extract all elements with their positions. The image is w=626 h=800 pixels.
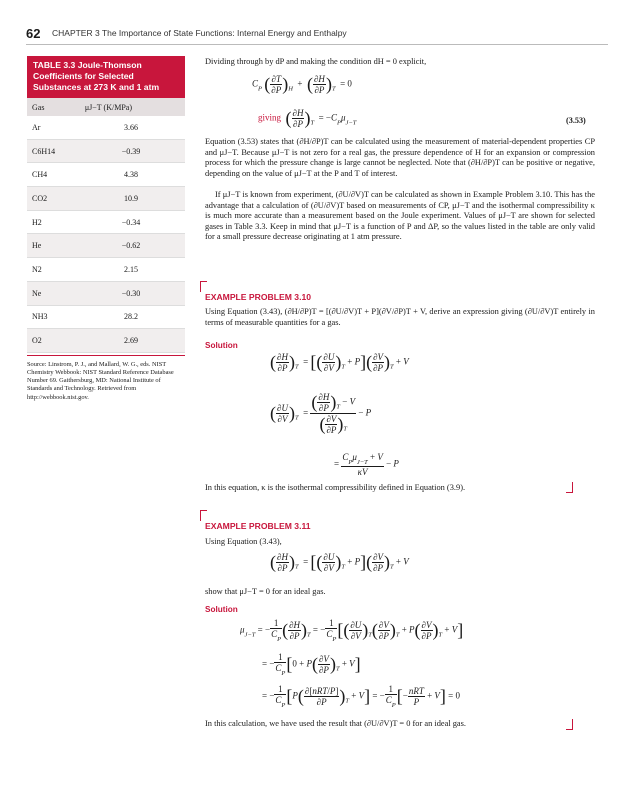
equation-3-53: giving ( $\frac{\partial H}{\partial P}$ )$_T = -C_P\mu_{J-T}$ [258, 108, 357, 129]
example-corner-mark-2 [200, 510, 207, 521]
value-cell: −0.34 [121, 217, 141, 227]
value-cell: 10.9 [124, 193, 138, 203]
value-cell: 3.66 [124, 122, 138, 132]
table-row [27, 187, 185, 211]
solution-label-2: Solution [205, 605, 238, 614]
table-title: TABLE 3.3 Joule-Thomson Coefficients for Selected Substances at 273 K and 1 atm [27, 56, 185, 98]
table-row [27, 282, 185, 306]
intro-text: Dividing through by dP and making the condition dH = 0 explicit, [205, 57, 427, 66]
table-header-row [27, 98, 185, 116]
col-value: μJ−T (K/MPa) [84, 103, 132, 112]
ex10-eq-line2: ( $\frac{\partial U}{\partial V}$ )$_T$ = ( $\frac{\partial H}{\partial P}$ )$_T - V$ ( $\frac{\partial V}{\partial P}$ )$_T$ − P [270, 392, 372, 435]
equation-number: (3.53) [566, 116, 586, 125]
table-row [27, 306, 185, 330]
table-row [27, 234, 185, 258]
value-cell: 2.69 [124, 336, 138, 346]
example-3-11-conclusion: In this calculation, we have used the result that (∂U/∂V)T = 0 for an ideal gas. [205, 719, 466, 728]
equation-dT-dH: $C_P$ ( $\frac{\partial T}{\partial P}$ )$_H$ + ( $\frac{\partial H}{\partial P}$ )$_T = 0$ [252, 74, 352, 95]
joule-thomson-table [27, 56, 185, 402]
value-cell: 28.2 [124, 312, 138, 322]
value-cell: 2.15 [124, 264, 138, 274]
example-3-10-heading: EXAMPLE PROBLEM 3.10 [205, 292, 312, 302]
table-row [27, 163, 185, 187]
table-row [27, 258, 185, 282]
table-source: Source: Linstrom, P. J., and Mallard, W. G., eds. NIST Chemistry Webbook: NIST Standard Reference Database Number 69. Gaithersburg, MD: National Institute of Standards and Technology. Retrieved from http://webbook.nist.gov. [27, 360, 174, 401]
ex10-eq-line1: ( $\frac{\partial H}{\partial P}$ )$_T$ = [( $\frac{\partial U}{\partial V}$ )$_T + P$]( $\frac{\partial V}{\partial P}$ )$_T + V$ [270, 352, 409, 373]
example-3-10-text: Using Equation (3.43), (∂H/∂P)T = [(∂U/∂V)T + P](∂V/∂P)T + V, derive an expression giving (∂U/∂V)T entirely in terms of measurable quantities for a gas. [205, 307, 595, 327]
table-row [27, 329, 185, 353]
gas-cell: CO2 [32, 193, 48, 203]
value-cell: 4.38 [124, 170, 138, 180]
example-3-10-conclusion: In this equation, κ is the isothermal compressibility defined in Equation (3.9). [205, 483, 466, 492]
solution-label-1: Solution [205, 341, 238, 350]
table-body [27, 116, 185, 353]
ex10-eq-line3: = $\frac{C_P\mu_{J-T} + V}{\kappa V}$ − P [334, 452, 399, 477]
ex11-eq-line1: $\mu_{J-T}$ = − $\frac{1}{C_P}$ ( $\frac{\partial H}{\partial P}$ )$_T$ = − $\frac{1}{C_P}$ [( $\frac{\partial U}{\partial V}$ )$_T$( $\frac{\partial V}{\partial P}$ )$_T + P$( $\frac{\partial V}{\partial P}$ )$_T + V$] [240, 618, 464, 643]
ex11-eq-line2: = − $\frac{1}{C_P}$ [0 + P( $\frac{\partial V}{\partial P}$ )$_T + V$] [262, 652, 361, 677]
ex11-eq-line3: = − $\frac{1}{C_P}$ [P( $\frac{\text{∂[nRT/P]}}{\partial P}$ )$_T + V$] = − $\frac{1}{C_P}$ [− $\frac{\text{nRT}}{P}$ + V] = 0 [262, 684, 460, 709]
value-cell: −0.39 [121, 146, 141, 156]
table-row [27, 211, 185, 235]
gas-cell: H2 [32, 217, 42, 227]
table-row [27, 116, 185, 140]
ex11-eq-given: ( $\frac{\partial H}{\partial P}$ )$_T$ = [( $\frac{\partial U}{\partial V}$ )$_T + P$]( $\frac{\partial V}{\partial P}$ )$_T + V$ [270, 552, 409, 573]
gas-cell: O2 [32, 336, 42, 346]
gas-cell: C6H14 [32, 146, 56, 156]
example-3-11-task: show that μJ−T = 0 for an ideal gas. [205, 587, 326, 596]
example-3-11-intro: Using Equation (3.43), [205, 537, 282, 546]
gas-cell: N2 [32, 264, 42, 274]
value-cell: −0.62 [121, 241, 141, 251]
gas-cell: NH3 [32, 312, 48, 322]
col-gas: Gas [32, 103, 45, 112]
paragraph-2: If μJ−T is known from experiment, (∂U/∂V)T can be calculated as shown in Example Problem 3.10. This has the advantage that a calculation of (∂U/∂V)T based on measurements of CP, μJ−T and the isothermal compressibility κ is much more accurate than a measurement based on the Joule experiment. Values of μJ−T are shown for selected gases in Table 3.3. Keep in mind that μJ−T is a function of P and ΔP, so the values listed in the table are only valid for a small pressure decrease originating at 1 atm pressure. [205, 190, 595, 242]
example-corner-mark [200, 281, 207, 292]
giving-label: giving [258, 112, 282, 123]
example-3-11-heading: EXAMPLE PROBLEM 3.11 [205, 521, 311, 531]
chapter-title: CHAPTER 3 The Importance of State Functions: Internal Energy and Enthalpy [52, 28, 347, 38]
gas-cell: Ar [32, 122, 41, 132]
table-bottom-rule [27, 355, 185, 356]
gas-cell: Ne [32, 288, 42, 298]
page-number: 62 [26, 26, 41, 41]
example-end-mark-2 [566, 719, 573, 730]
gas-cell: CH4 [32, 170, 48, 180]
table-row [27, 140, 185, 164]
gas-cell: He [32, 241, 42, 251]
example-end-mark [566, 482, 573, 493]
paragraph-1: Equation (3.53) states that (∂H/∂P)T can be calculated using the measurement of material-dependent properties CP and μJ−T. Because μJ−T is not zero for a real gas, the pressure dependence of H for an expansion or compression process for which the pressure change is large cannot be neglected. Note that (∂H/∂P)T can be positive or negative, depending on the value of μJ−T at the P and T of interest. [205, 137, 595, 178]
value-cell: −0.30 [121, 288, 141, 298]
header-rule [26, 44, 608, 45]
